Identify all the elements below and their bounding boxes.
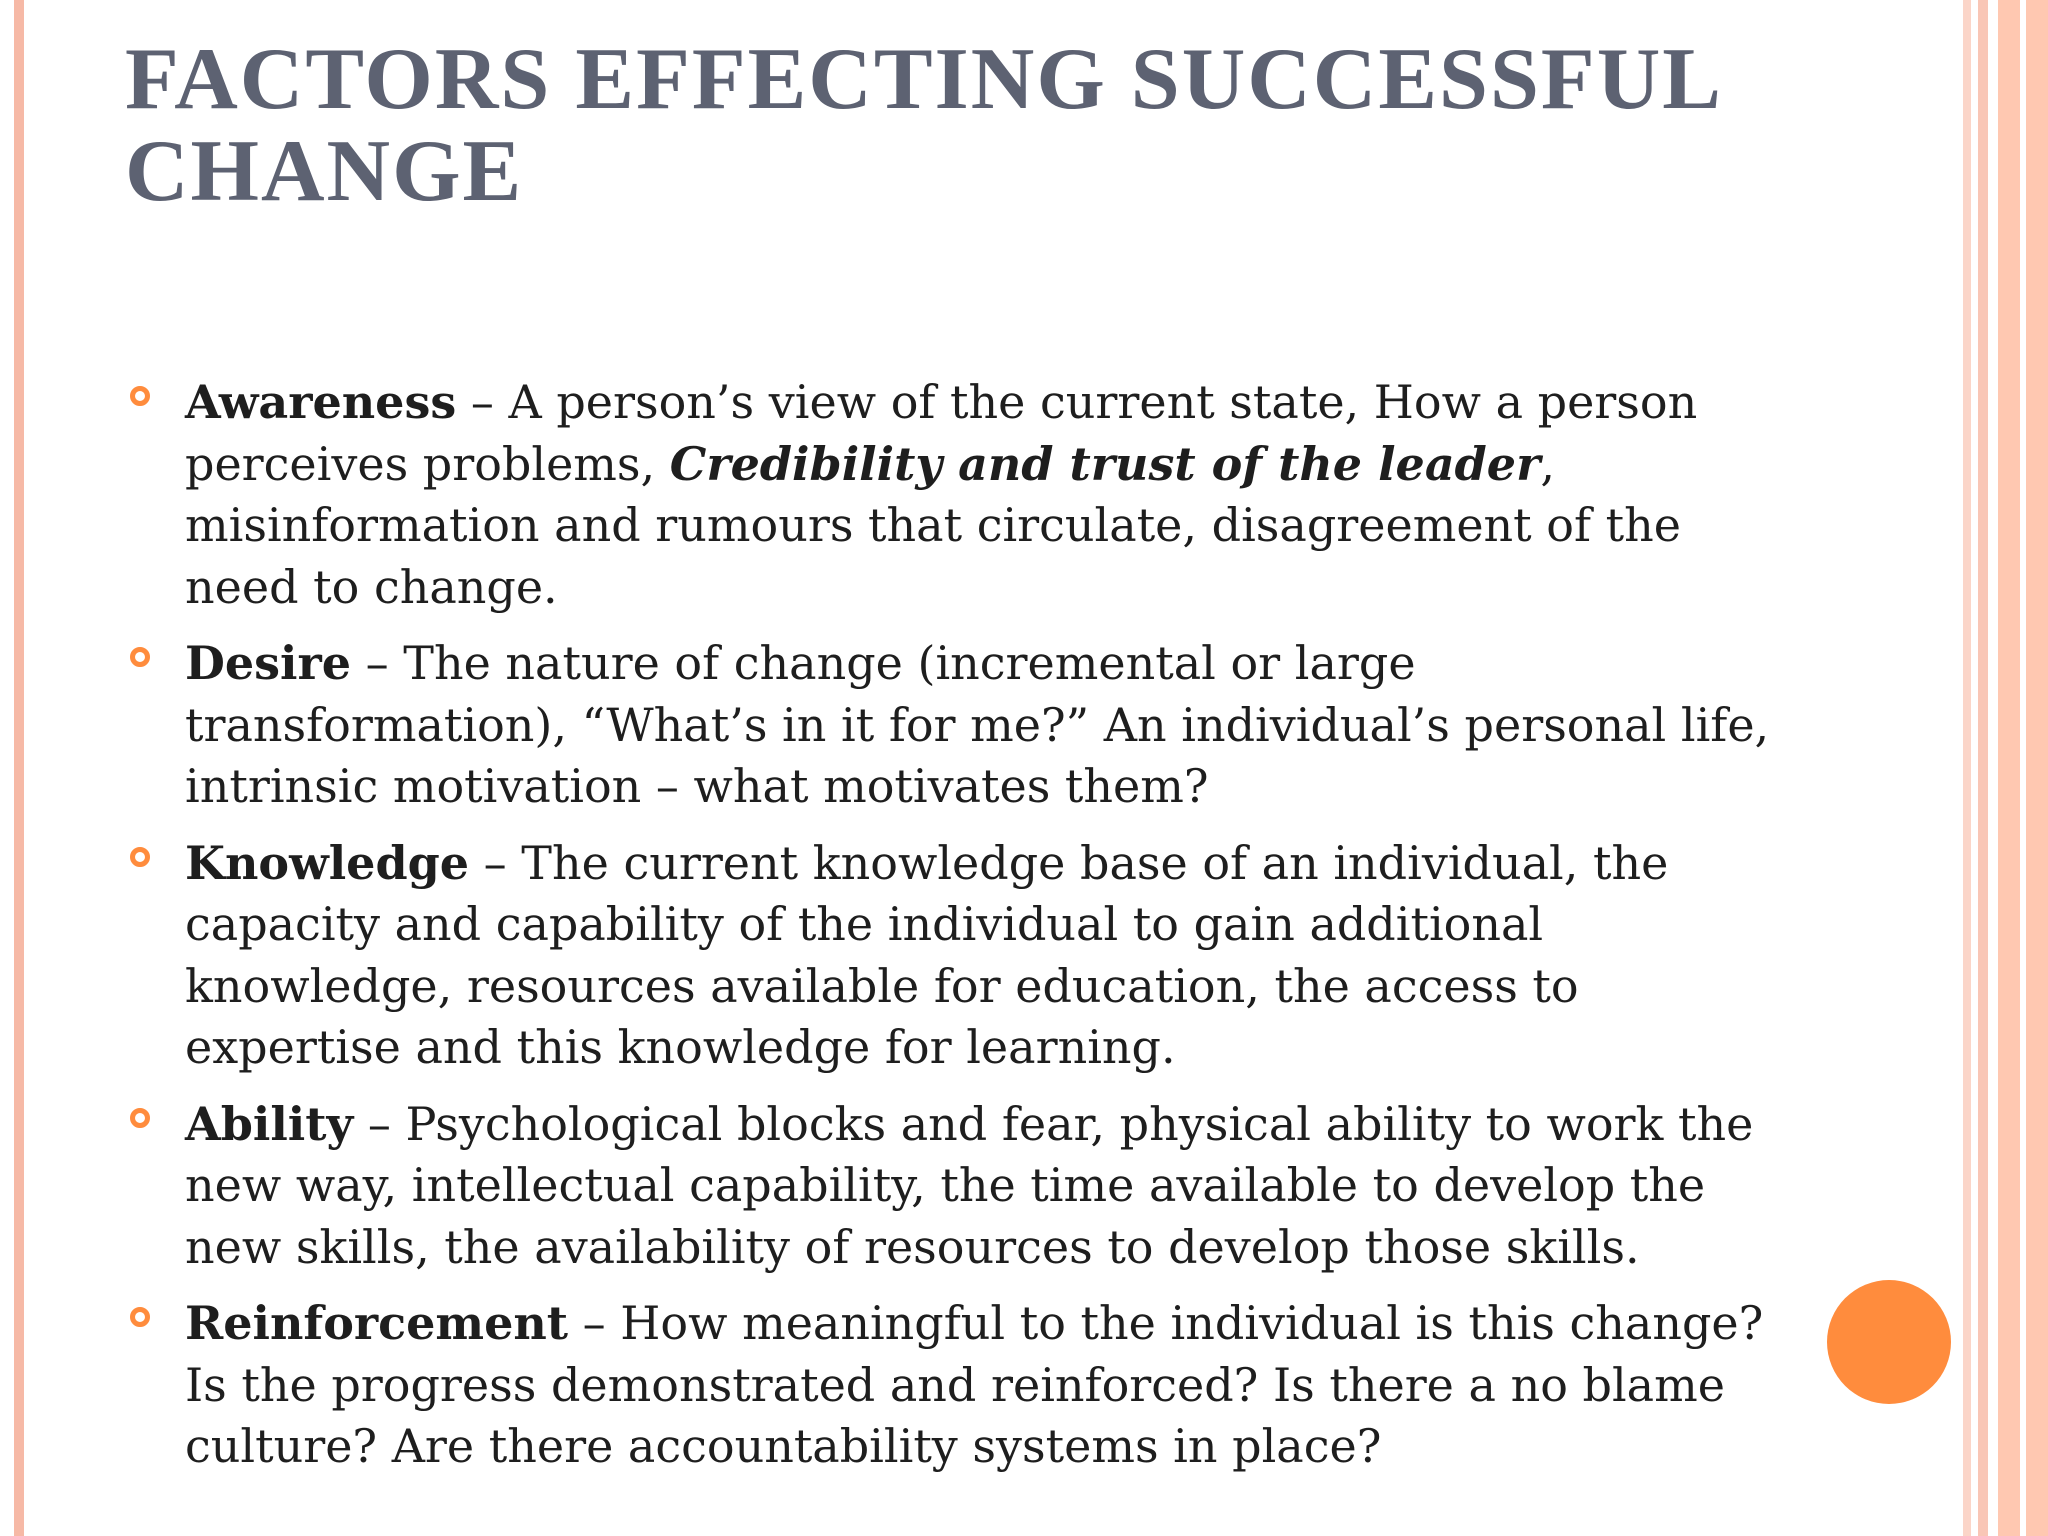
bullet-text-continued: , misinformation and rumours that circulate, disagreement of the need to change. <box>185 436 1681 614</box>
right-border-stripe-2 <box>1978 0 1988 1536</box>
bullet-emphasis: Credibility and trust of the leader <box>669 436 1541 491</box>
bullet-text: – The current knowledge base of an individual, the capacity and capability of the individual to gain additional knowledge, resources available for education, the access to expertise and this knowledge for learning. <box>185 835 1669 1074</box>
bullet-term: Reinforcement <box>185 1296 569 1350</box>
right-border-stripe-1 <box>1963 0 1971 1536</box>
bullet-text: – The nature of change (incremental or large transformation), “What’s in it for me?” An individual’s personal life, intrinsic motivation – what motivates them? <box>185 636 1770 813</box>
orange-circle-decoration-icon <box>1827 1280 1951 1404</box>
bullet-desire <box>130 633 1770 818</box>
bullet-circle-icon <box>130 647 150 667</box>
bullet-awareness <box>130 372 1770 618</box>
bullet-text: – Psychological blocks and fear, physical ability to work the new way, intellectual capability, the time available to develop the new skills, the availability of resources to develop those skills. <box>185 1096 1754 1274</box>
left-border-stripe <box>14 0 24 1536</box>
bullet-text: – A person’s view of the current state, How a person perceives problems, <box>185 375 1698 491</box>
bullet-list <box>130 372 1770 1493</box>
bullet-term: Ability <box>185 1096 354 1151</box>
right-border-stripe-4 <box>2026 0 2048 1536</box>
bullet-reinforcement <box>130 1293 1770 1478</box>
bullet-text: – How meaningful to the individual is this change? Is the progress demonstrated and reinforced? Is there a no blame culture? Are there accountability systems in place? <box>185 1296 1764 1473</box>
bullet-circle-icon <box>130 847 150 867</box>
bullet-ability <box>130 1094 1770 1279</box>
bullet-term: Awareness <box>185 375 457 429</box>
bullet-term: Knowledge <box>185 835 470 890</box>
bullet-knowledge <box>130 833 1770 1079</box>
bullet-term: Desire <box>185 636 352 690</box>
right-border-stripe-3 <box>1998 0 2020 1536</box>
bullet-circle-icon <box>130 1307 150 1327</box>
bullet-circle-icon <box>130 386 150 406</box>
slide-title: FACTORS EFFECTING SUCCESSFUL CHANGE <box>125 31 1719 220</box>
bullet-circle-icon <box>130 1108 150 1128</box>
